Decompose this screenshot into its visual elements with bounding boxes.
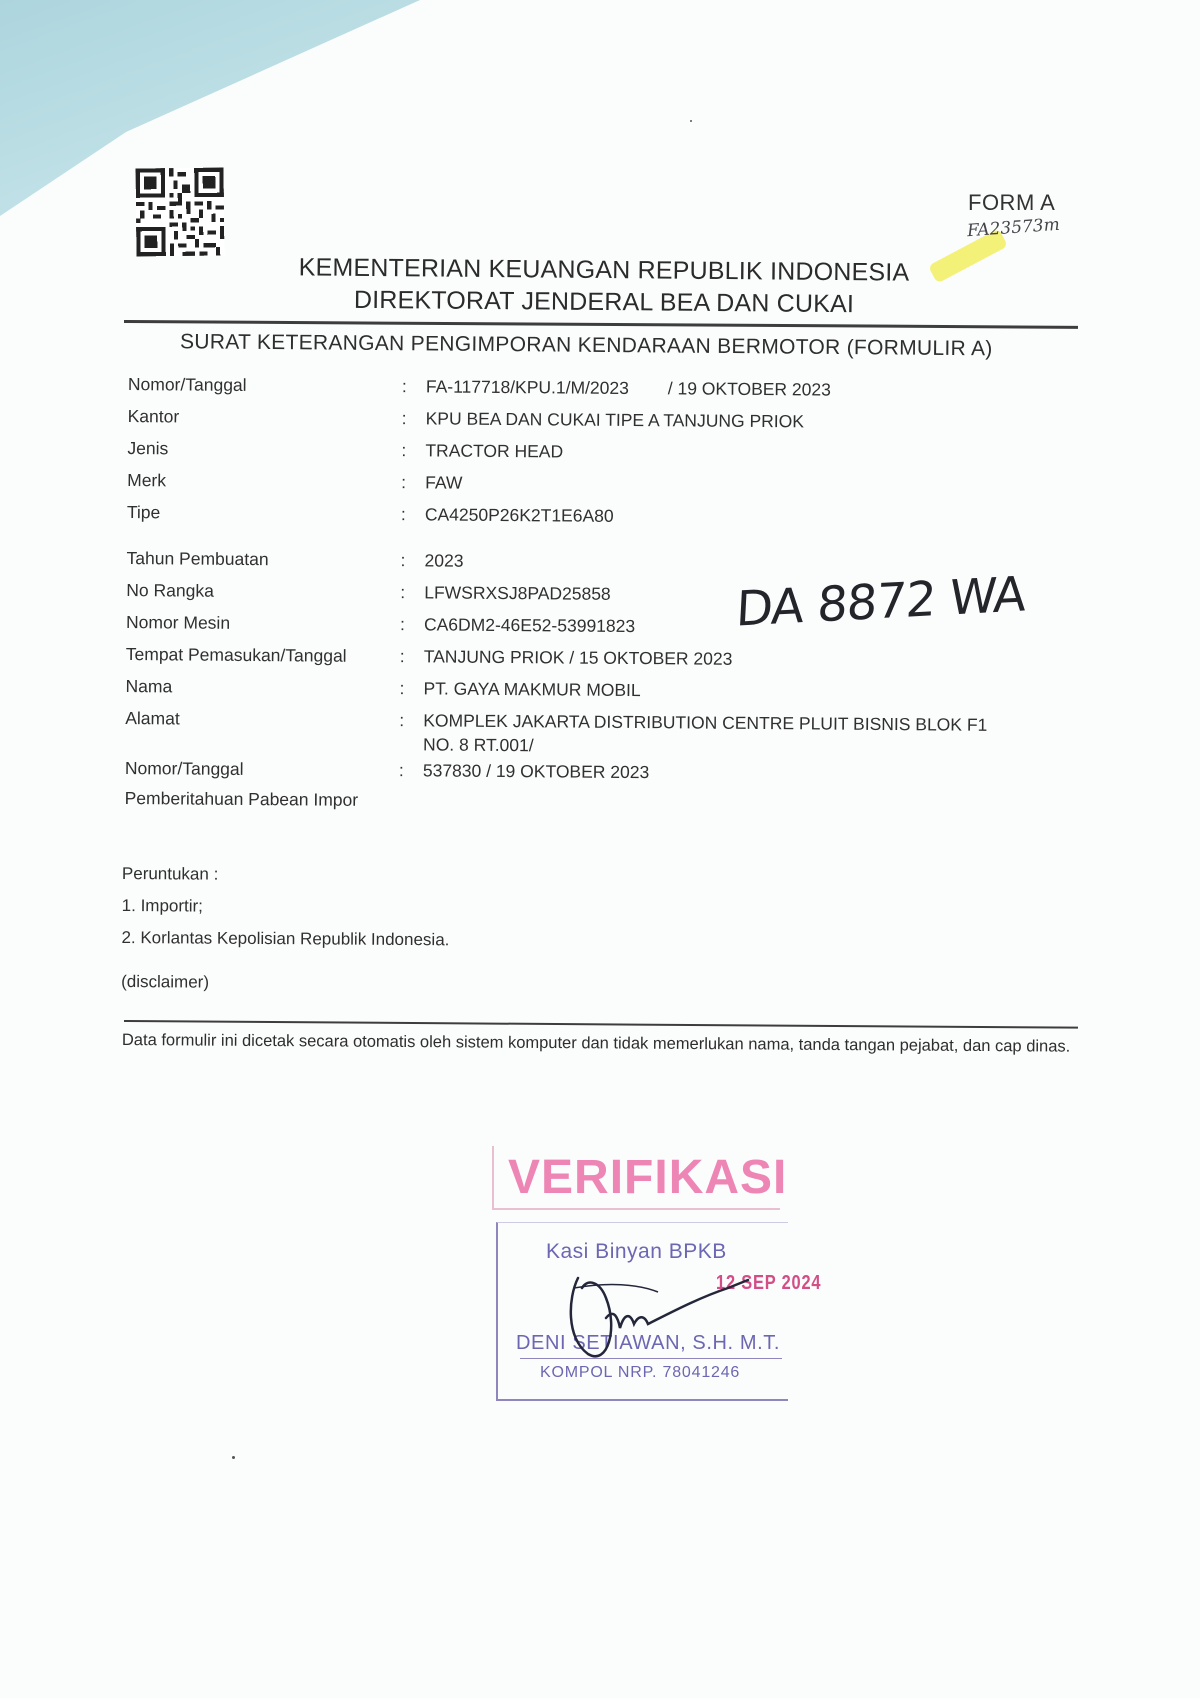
ministry-heading: KEMENTERIAN KEUANGAN REPUBLIK INDONESIA: [298, 253, 910, 287]
field-label: Nomor/Tanggal: [124, 758, 244, 779]
disclaimer-divider: [124, 1020, 1078, 1029]
field-label: Kantor: [127, 406, 180, 427]
form-label: FORM A: [968, 190, 1056, 215]
field-label: Jenis: [127, 438, 169, 459]
field-label: Merk: [127, 470, 167, 491]
stamp-office: Kasi Binyan BPKB: [546, 1240, 727, 1263]
field-label: Nomor/Tanggal: [127, 374, 247, 395]
field-label: Alamat: [125, 708, 180, 729]
field-value: TRACTOR HEAD: [425, 440, 564, 462]
field-value: FA-117718/KPU.1/M/2023 / 19 OKTOBER 2023: [425, 376, 831, 400]
scan-speck: [690, 120, 692, 122]
field-label: Nomor Mesin: [125, 612, 231, 633]
field-label: Tempat Pemasukan/Tanggal: [125, 644, 347, 666]
handwritten-plate-number: DA 8872 WA: [734, 566, 1027, 638]
stamp-date: 12 SEP 2024: [716, 1272, 822, 1294]
header-divider: [124, 320, 1078, 329]
field-label: Pemberitahuan Pabean Impor: [124, 788, 359, 810]
field-list: Nomor/Tanggal : FA-117718/KPU.1/M/2023 / 19 OKTOBER 2023 Kantor : KPU BEA DAN CUKAI TIPE A TANJUNG PRIOK Jenis : TRACTOR HEAD Merk : FAW Tipe : CA4250P26K2T1E6A80 Tahun Pembuatan : 2023 No Rangka : LFWSRXSJ8PAD25858 Nomor Mesin : CA6DM2-46E52-53991823 Tempat Pemasukan/Tanggal : TANJUNG PRIOK / 15 OKTOBER 2023 Nama : PT. GAYA MAKMUR MOBIL Alamat : KOMPLEK JAKARTA DISTRIBUTION CENTRE PLUIT BISNIS BLOK F1 NO. 8 RT.001/ Nomor/Tanggal : 537830 / 19 OKTOBER 2023 Pemberitahuan Pabean Impor: [124, 374, 988, 810]
field-value-continued: NO. 8 RT.001/: [423, 734, 534, 756]
disclaimer-label: (disclaimer): [121, 971, 210, 992]
field-value: CA6DM2-46E52-53991823: [423, 614, 636, 637]
field-value: LFWSRXSJ8PAD25858: [424, 582, 611, 604]
field-value: 537830 / 19 OKTOBER 2023: [422, 760, 650, 783]
stamp-officer-name: DENI SETIAWAN, S.H. M.T.: [516, 1332, 781, 1354]
field-value: PT. GAYA MAKMUR MOBIL: [423, 678, 641, 701]
field-label: Tahun Pembuatan: [126, 548, 269, 570]
form-handwritten-note: FA23573m: [966, 214, 1061, 242]
stamp-officer-nrp: KOMPOL NRP. 78041246: [540, 1364, 741, 1381]
scan-speck: [232, 1456, 235, 1459]
peruntukan-item: 2. Korlantas Kepolisian Republik Indonesia.: [121, 927, 450, 950]
field-value: TANJUNG PRIOK / 15 OKTOBER 2023: [423, 646, 733, 669]
document-title: SURAT KETERANGAN PENGIMPORAN KENDARAAN BERMOTOR (FORMULIR A): [179, 330, 993, 361]
field-value: CA4250P26K2T1E6A80: [424, 504, 614, 526]
disclaimer-text: Data formulir ini dicetak secara otomatis oleh sistem komputer dan tidak memerlukan nama, tanda tangan pejabat, dan cap dinas.: [121, 1031, 1071, 1056]
field-value: FAW: [425, 472, 463, 493]
field-value: KOMPLEK JAKARTA DISTRIBUTION CENTRE PLUIT BISNIS BLOK F1: [423, 710, 988, 735]
field-label: Nama: [125, 676, 173, 697]
field-label: No Rangka: [126, 580, 214, 601]
peruntukan-item: 1. Importir;: [121, 895, 204, 916]
qr-code-icon: [136, 168, 225, 257]
peruntukan-heading: Peruntukan :: [121, 864, 219, 884]
verifikasi-stamp: VERIFIKASI: [508, 1151, 788, 1204]
field-value: KPU BEA DAN CUKAI TIPE A TANJUNG PRIOK: [425, 408, 805, 432]
field-value: 2023: [424, 550, 464, 571]
directorate-heading: DIREKTORAT JENDERAL BEA DAN CUKAI: [353, 285, 855, 319]
field-label: Tipe: [126, 502, 161, 523]
signature-icon: [548, 1258, 778, 1378]
